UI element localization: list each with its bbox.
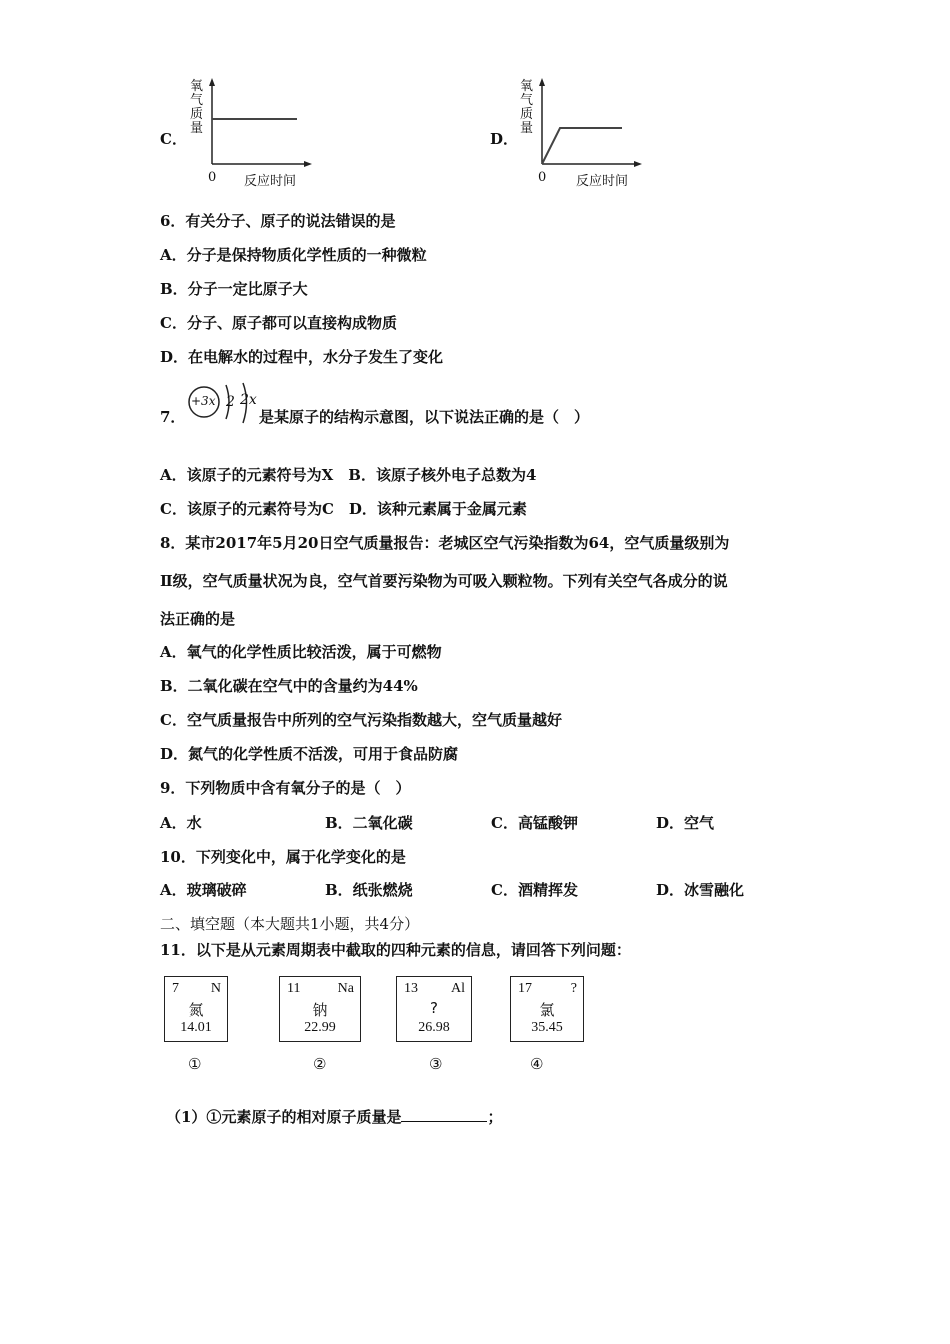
q6-option-d: D．在电解水的过程中，水分子发生了变化 [160, 348, 444, 366]
q8-stem-line3: 法正确的是 [160, 610, 236, 628]
element-card [164, 976, 228, 1042]
q7-options-cd: C．该原子的元素符号为C D．该种元素属于金属元素 [160, 500, 527, 518]
element-name: 钠 [312, 1001, 328, 1019]
graph-option-d [490, 78, 650, 190]
element-number: 17 [518, 981, 532, 996]
graph-d-xlabel: 反应时间 [576, 174, 629, 189]
element-mass: 14.01 [180, 1020, 212, 1035]
q9-option-b: B．二氧化碳 [325, 814, 413, 832]
element-symbol: ? [570, 981, 577, 996]
graph-d-origin: 0 [538, 170, 547, 185]
graph-c-axes [206, 78, 316, 170]
q6-stem: 6．有关分子、原子的说法错误的是 [160, 212, 396, 230]
graph-d-ylabel: 氧 气 质 量 [520, 79, 534, 136]
element-symbol: N [210, 981, 221, 996]
atom-structure-diagram [185, 381, 260, 427]
graph-c-origin: 0 [208, 170, 217, 185]
element-tag: ② [313, 1055, 327, 1073]
q9-option-d: D．空气 [656, 814, 715, 832]
graph-c-ylabel: 氧 气 质 量 [190, 79, 204, 136]
q9-stem: 9．下列物质中含有氧分子的是（ ） [160, 779, 411, 797]
graph-c-xlabel: 反应时间 [244, 174, 297, 189]
q8-option-b: B．二氧化碳在空气中的含量约为44% [160, 677, 418, 695]
q6-option-c: C．分子、原子都可以直接构成物质 [160, 314, 397, 332]
graph-option-c [158, 78, 318, 190]
element-symbol: Al [451, 981, 465, 996]
q8-option-c: C．空气质量报告中所列的空气污染指数越大，空气质量越好 [160, 711, 562, 729]
q10-option-c: C．酒精挥发 [491, 881, 578, 899]
element-tag: ③ [429, 1055, 443, 1073]
q7-number: 7． [160, 408, 186, 426]
q10-option-b: B．纸张燃烧 [325, 881, 413, 899]
q7-stem: 是某原子的结构示意图，以下说法正确的是（ ） [259, 408, 590, 426]
q11-sub1 [166, 1107, 502, 1127]
answer-blank[interactable] [401, 1107, 487, 1122]
atom-shell1-label: 2 [226, 394, 235, 410]
section-heading: 二、填空题（本大题共1小题，共4分） [160, 915, 420, 933]
element-card [396, 976, 472, 1042]
atom-shell2-label: 2x [240, 392, 257, 408]
q9-option-c: C．高锰酸钾 [491, 814, 578, 832]
q11-sub1-text: （1）①元素原子的相对原子质量是 [166, 1108, 402, 1126]
q8-stem-line2: Ⅱ级，空气质量状况为良，空气首要污染物为可吸入颗粒物。下列有关空气各成分的说 [160, 572, 728, 590]
q10-option-a: A．玻璃破碎 [160, 881, 247, 899]
element-number: 13 [404, 981, 418, 996]
element-tag: ① [188, 1055, 202, 1073]
q7-options-ab: A．该原子的元素符号为X B．该原子核外电子总数为4 [160, 466, 537, 484]
element-card [510, 976, 584, 1042]
q6-option-a: A．分子是保持物质化学性质的一种微粒 [160, 246, 427, 264]
element-mass: 22.99 [304, 1020, 336, 1035]
graph-d-series [542, 128, 622, 164]
q10-stem: 10．下列变化中，属于化学变化的是 [160, 848, 406, 866]
element-name: 氯 [539, 1001, 555, 1019]
q11-stem: 11．以下是从元素周期表中截取的四种元素的信息，请回答下列问题： [160, 941, 631, 959]
element-number: 11 [287, 981, 301, 996]
q8-option-d: D．氮气的化学性质不活泼，可用于食品防腐 [160, 745, 459, 763]
q8-option-a: A．氧气的化学性质比较活泼，属于可燃物 [160, 643, 442, 661]
graph-d-axes [536, 78, 646, 170]
element-mass: 35.45 [531, 1020, 563, 1035]
element-name: ? [430, 999, 438, 1017]
q6-option-b: B．分子一定比原子大 [160, 280, 308, 298]
element-number: 7 [172, 981, 179, 996]
q10-option-d: D．冰雪融化 [656, 881, 745, 899]
q9-option-a: A．水 [160, 814, 202, 832]
q8-stem-line1: 8．某市2017年5月20日空气质量报告：老城区空气污染指数为64，空气质量级别为 [160, 534, 730, 552]
graph-c-label: C． [160, 130, 187, 148]
atom-nucleus-label: +3x [191, 394, 216, 408]
q11-sub1-end: ； [487, 1108, 503, 1126]
element-mass: 26.98 [418, 1020, 450, 1035]
element-tag: ④ [530, 1055, 544, 1073]
graph-d-label: D． [490, 130, 519, 148]
element-symbol: Na [337, 981, 354, 996]
element-card [279, 976, 361, 1042]
element-name: 氮 [188, 1001, 204, 1019]
